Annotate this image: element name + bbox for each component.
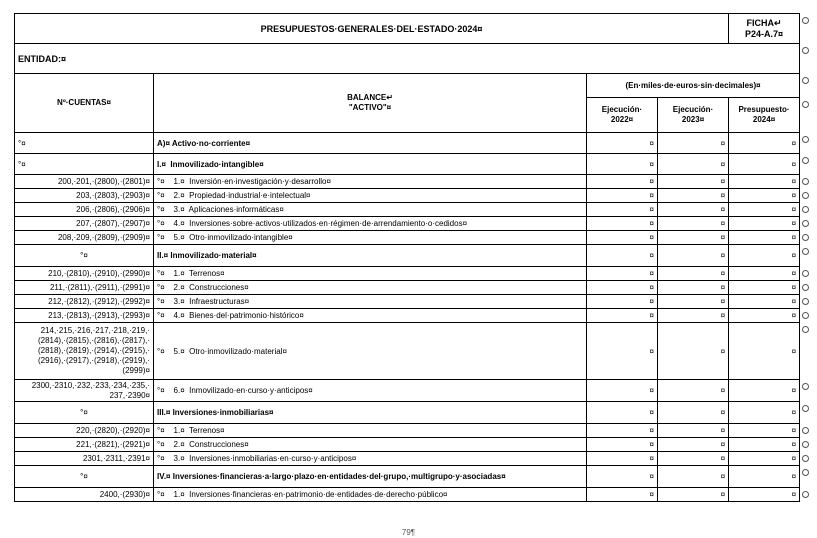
value-2023: ¤	[658, 267, 729, 281]
table-row	[15, 231, 800, 245]
account-codes: °¤	[15, 245, 154, 267]
concept-label: °¤ 4.¤ Inversiones·sobre·activos·utilizados·en·régimen·de·arrendamiento·o·cedidos¤	[154, 217, 587, 231]
end-of-row-marker	[802, 270, 809, 277]
account-codes: 2300,·2310,·232,·233,·234,·235,· 237,·2390¤	[15, 380, 154, 402]
entidad-row	[15, 44, 800, 74]
account-codes: 211,·(2811),·(2911),·(2991)¤	[15, 281, 154, 295]
account-codes: 220,·(2820),·(2920)¤	[15, 424, 154, 438]
end-of-row-marker	[802, 383, 809, 390]
table-row	[15, 424, 800, 438]
end-of-row-marker	[802, 47, 809, 54]
value-2023: ¤	[658, 402, 729, 424]
concept-label: °¤ 1.¤ Inversión·en·investigación·y·desarrollo¤	[154, 175, 587, 189]
value-2022: ¤	[587, 175, 658, 189]
entidad-label: ENTIDAD:¤	[15, 44, 800, 74]
value-2023: ¤	[658, 154, 729, 175]
end-of-row-marker	[802, 136, 809, 143]
value-2022: ¤	[587, 295, 658, 309]
end-of-row-marker	[802, 17, 809, 24]
account-codes: 206,·(2806),·(2906)¤	[15, 203, 154, 217]
value-2024: ¤	[729, 281, 800, 295]
value-2022: ¤	[587, 154, 658, 175]
table-row	[15, 452, 800, 466]
value-2022: ¤	[587, 309, 658, 323]
table-row	[15, 323, 800, 380]
account-codes: 2301,·2311,·2391¤	[15, 452, 154, 466]
table-row	[15, 189, 800, 203]
table-row	[15, 488, 800, 502]
ficha-code	[729, 14, 800, 44]
concept-label: A)¤ Activo·no·corriente¤	[154, 133, 587, 154]
value-2023: ¤	[658, 217, 729, 231]
concept-label: II.¤ Inmovilizado·material¤	[154, 245, 587, 267]
value-2022: ¤	[587, 323, 658, 380]
concept-label: III.¤ Inversiones·inmobiliarias¤	[154, 402, 587, 424]
value-2024: ¤	[729, 380, 800, 402]
table-row	[15, 245, 800, 267]
end-of-row-marker	[802, 441, 809, 448]
col-b-line2: 2023¤	[681, 115, 705, 124]
col-c-line1: Presupuesto·	[738, 105, 790, 114]
account-codes: 200,·201,·(2800),·(2801)¤	[15, 175, 154, 189]
end-of-row-marker	[802, 469, 809, 476]
end-of-row-marker	[802, 101, 809, 108]
value-2023: ¤	[658, 424, 729, 438]
account-codes: 2400,·(2930)¤	[15, 488, 154, 502]
col-c-line2: 2024¤	[752, 115, 776, 124]
ficha-number: P24-A.7¤	[745, 28, 784, 39]
value-2022: ¤	[587, 189, 658, 203]
value-2022: ¤	[587, 245, 658, 267]
col-b-line1: Ejecución·	[672, 105, 714, 114]
value-2022: ¤	[587, 231, 658, 245]
account-codes: 214,·215,·216,·217,·218,·219,· (2814),·(2815),·(2816),·(2817),· (2818),·(2819),·(2914),·(2915),· (2916),·(2917),·(2918),·(2919),· (2999)¤	[15, 323, 154, 380]
value-2024: ¤	[729, 466, 800, 488]
page-number: 79¶	[401, 528, 416, 537]
value-2022: ¤	[587, 203, 658, 217]
value-2022: ¤	[587, 217, 658, 231]
value-2023: ¤	[658, 203, 729, 217]
value-2023: ¤	[658, 309, 729, 323]
value-2024: ¤	[729, 189, 800, 203]
account-codes: 207,·(2807),·(2907)¤	[15, 217, 154, 231]
concept-label: °¤ 2.¤ Construcciones¤	[154, 438, 587, 452]
col-a-line2: 2022¤	[610, 115, 634, 124]
value-2022: ¤	[587, 488, 658, 502]
value-2022: ¤	[587, 438, 658, 452]
account-codes: 213,·(2813),·(2913),·(2993)¤	[15, 309, 154, 323]
end-of-row-marker	[802, 284, 809, 291]
account-codes: 221,·(2821),·(2921)¤	[15, 438, 154, 452]
concept-label: °¤ 3.¤ Inversiones·inmobiliarias·en·curso·y·anticipos¤	[154, 452, 587, 466]
table-row	[15, 203, 800, 217]
end-of-row-marker	[802, 234, 809, 241]
value-2022: ¤	[587, 402, 658, 424]
concept-label: °¤ 5.¤ Otro·inmovilizado·material¤	[154, 323, 587, 380]
value-2023: ¤	[658, 175, 729, 189]
concept-label: °¤ 3.¤ Infraestructuras¤	[154, 295, 587, 309]
concept-label: °¤ 1.¤ Terrenos¤	[154, 424, 587, 438]
end-of-row-marker	[802, 326, 809, 333]
concept-label: °¤ 1.¤ Terrenos¤	[154, 267, 587, 281]
value-2022: ¤	[587, 281, 658, 295]
value-2024: ¤	[729, 203, 800, 217]
col-a-line1: Ejecución·	[601, 105, 643, 114]
value-2022: ¤	[587, 380, 658, 402]
units-header: (En·miles·de·euros·sin·decimales)¤	[587, 74, 800, 98]
value-2022: ¤	[587, 267, 658, 281]
presupuesto-2024-header	[729, 98, 800, 133]
value-2023: ¤	[658, 488, 729, 502]
end-of-row-marker	[802, 427, 809, 434]
end-of-row-marker	[802, 77, 809, 84]
value-2023: ¤	[658, 380, 729, 402]
value-2023: ¤	[658, 295, 729, 309]
balance-header	[154, 74, 587, 133]
value-2023: ¤	[658, 466, 729, 488]
value-2024: ¤	[729, 452, 800, 466]
end-of-row-marker	[802, 248, 809, 255]
end-of-row-marker	[802, 178, 809, 185]
account-codes: 210,·(2810),·(2910),·(2990)¤	[15, 267, 154, 281]
value-2024: ¤	[729, 267, 800, 281]
table-row	[15, 217, 800, 231]
value-2022: ¤	[587, 424, 658, 438]
value-2022: ¤	[587, 466, 658, 488]
table-row	[15, 309, 800, 323]
value-2024: ¤	[729, 217, 800, 231]
account-codes: °¤	[15, 154, 154, 175]
table-row	[15, 295, 800, 309]
ejecucion-2023-header	[658, 98, 729, 133]
table-row	[15, 281, 800, 295]
account-codes: °¤	[15, 133, 154, 154]
value-2024: ¤	[729, 154, 800, 175]
table-row	[15, 380, 800, 402]
concept-label: °¤ 3.¤ Aplicaciones·informáticas¤	[154, 203, 587, 217]
table-row	[15, 267, 800, 281]
value-2023: ¤	[658, 323, 729, 380]
account-codes: °¤	[15, 466, 154, 488]
value-2024: ¤	[729, 488, 800, 502]
table-row	[15, 438, 800, 452]
end-of-row-marker	[802, 298, 809, 305]
value-2024: ¤	[729, 133, 800, 154]
concept-label: °¤ 5.¤ Otro·inmovilizado·intangible¤	[154, 231, 587, 245]
end-of-row-marker	[802, 312, 809, 319]
cuentas-header: Nº·CUENTAS¤	[15, 74, 154, 133]
table-row	[15, 133, 800, 154]
value-2022: ¤	[587, 133, 658, 154]
value-2024: ¤	[729, 424, 800, 438]
value-2024: ¤	[729, 323, 800, 380]
account-codes: 203,·(2803),·(2903)¤	[15, 189, 154, 203]
end-of-row-marker	[802, 220, 809, 227]
header-row	[15, 14, 800, 44]
account-codes: 212,·(2812),·(2912),·(2992)¤	[15, 295, 154, 309]
value-2023: ¤	[658, 438, 729, 452]
end-of-row-marker	[802, 192, 809, 199]
end-of-row-marker	[802, 206, 809, 213]
ficha-label: FICHA↵	[746, 17, 782, 28]
end-of-row-marker	[802, 455, 809, 462]
value-2024: ¤	[729, 245, 800, 267]
column-header-row	[15, 74, 800, 98]
table-row	[15, 154, 800, 175]
table-row	[15, 402, 800, 424]
value-2023: ¤	[658, 245, 729, 267]
value-2024: ¤	[729, 402, 800, 424]
value-2023: ¤	[658, 231, 729, 245]
value-2023: ¤	[658, 452, 729, 466]
concept-label: °¤ 4.¤ Bienes·del·patrimonio·histórico¤	[154, 309, 587, 323]
concept-label: °¤ 6.¤ Inmovilizado·en·curso·y·anticipos¤	[154, 380, 587, 402]
value-2024: ¤	[729, 438, 800, 452]
balance-header-line2: "ACTIVO"¤	[348, 103, 392, 112]
value-2023: ¤	[658, 189, 729, 203]
balance-table	[14, 13, 800, 502]
end-of-row-marker	[802, 157, 809, 164]
table-row	[15, 466, 800, 488]
value-2024: ¤	[729, 175, 800, 189]
balance-header-line1: BALANCE↵	[347, 93, 393, 102]
account-codes: °¤	[15, 402, 154, 424]
concept-label: °¤ 1.¤ Inversiones·financieras·en·patrimonio·de·entidades·de·derecho·público¤	[154, 488, 587, 502]
concept-label: °¤ 2.¤ Construcciones¤	[154, 281, 587, 295]
end-of-row-marker	[802, 405, 809, 412]
concept-label: I.¤ Inmovilizado·intangible¤	[154, 154, 587, 175]
ejecucion-2022-header	[587, 98, 658, 133]
value-2023: ¤	[658, 133, 729, 154]
account-codes: 208,·209,·(2809),·(2909)¤	[15, 231, 154, 245]
end-of-row-marker	[802, 491, 809, 498]
value-2024: ¤	[729, 309, 800, 323]
concept-label: IV.¤ Inversiones·financieras·a·largo·plazo·en·entidades·del·grupo,·multigrupo·y·asociadas¤	[154, 466, 587, 488]
page-title: PRESUPUESTOS·GENERALES·DEL·ESTADO·2024¤	[15, 14, 729, 44]
value-2022: ¤	[587, 452, 658, 466]
value-2024: ¤	[729, 295, 800, 309]
table-row	[15, 175, 800, 189]
value-2024: ¤	[729, 231, 800, 245]
concept-label: °¤ 2.¤ Propiedad·industrial·e·intelectual¤	[154, 189, 587, 203]
value-2023: ¤	[658, 281, 729, 295]
